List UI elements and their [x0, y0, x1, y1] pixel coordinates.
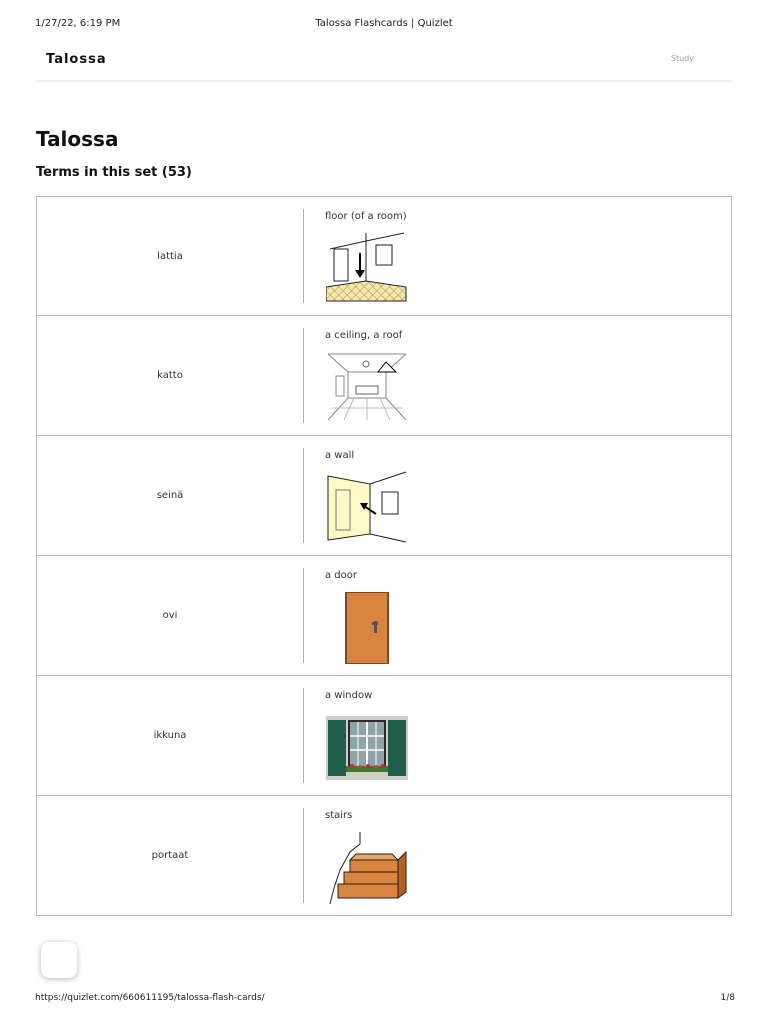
term-card — [36, 316, 732, 436]
term-text: katto — [157, 370, 183, 381]
definition-text: a wall — [325, 450, 355, 461]
page-url: https://quizlet.com/660611195/talossa-flash-cards/ — [35, 993, 265, 1003]
definition-text: a ceiling, a roof — [325, 330, 403, 341]
definition-text: a window — [325, 690, 373, 701]
floating-action-button[interactable] — [41, 942, 77, 978]
card-divider — [303, 688, 304, 783]
term-card — [36, 196, 732, 316]
term-card — [36, 556, 732, 676]
floor-image — [326, 231, 408, 307]
card-divider — [303, 568, 304, 663]
term-card — [36, 436, 732, 556]
door-image — [326, 590, 408, 666]
definition-text: floor (of a room) — [325, 211, 407, 222]
term-card — [36, 676, 732, 796]
term-text: seinä — [156, 490, 184, 501]
term-text: ovi — [162, 610, 178, 621]
definition-text: a door — [325, 570, 358, 581]
term-text: portaat — [151, 850, 189, 861]
print-title: Talossa Flashcards | Quizlet — [315, 18, 453, 29]
page-number: 1/8 — [720, 993, 735, 1003]
top-navigation-bar — [36, 40, 732, 82]
terms-count: Terms in this set (53) — [36, 165, 192, 180]
term-card — [36, 796, 732, 916]
terms-list — [36, 196, 732, 916]
stairs-image — [326, 830, 408, 906]
card-divider — [303, 448, 304, 543]
card-divider — [303, 209, 304, 303]
ceiling-image — [326, 350, 408, 426]
wall-image — [326, 470, 408, 546]
logo[interactable]: Talossa — [46, 52, 107, 67]
card-divider — [303, 808, 304, 903]
card-divider — [303, 328, 304, 423]
study-link[interactable]: Study — [670, 54, 694, 63]
definition-text: stairs — [325, 810, 353, 821]
print-date: 1/27/22, 6:19 PM — [35, 18, 121, 29]
term-text: lattia — [157, 250, 183, 262]
set-title: Talossa — [36, 127, 119, 151]
term-text: ikkuna — [153, 730, 187, 741]
window-image — [326, 710, 408, 786]
